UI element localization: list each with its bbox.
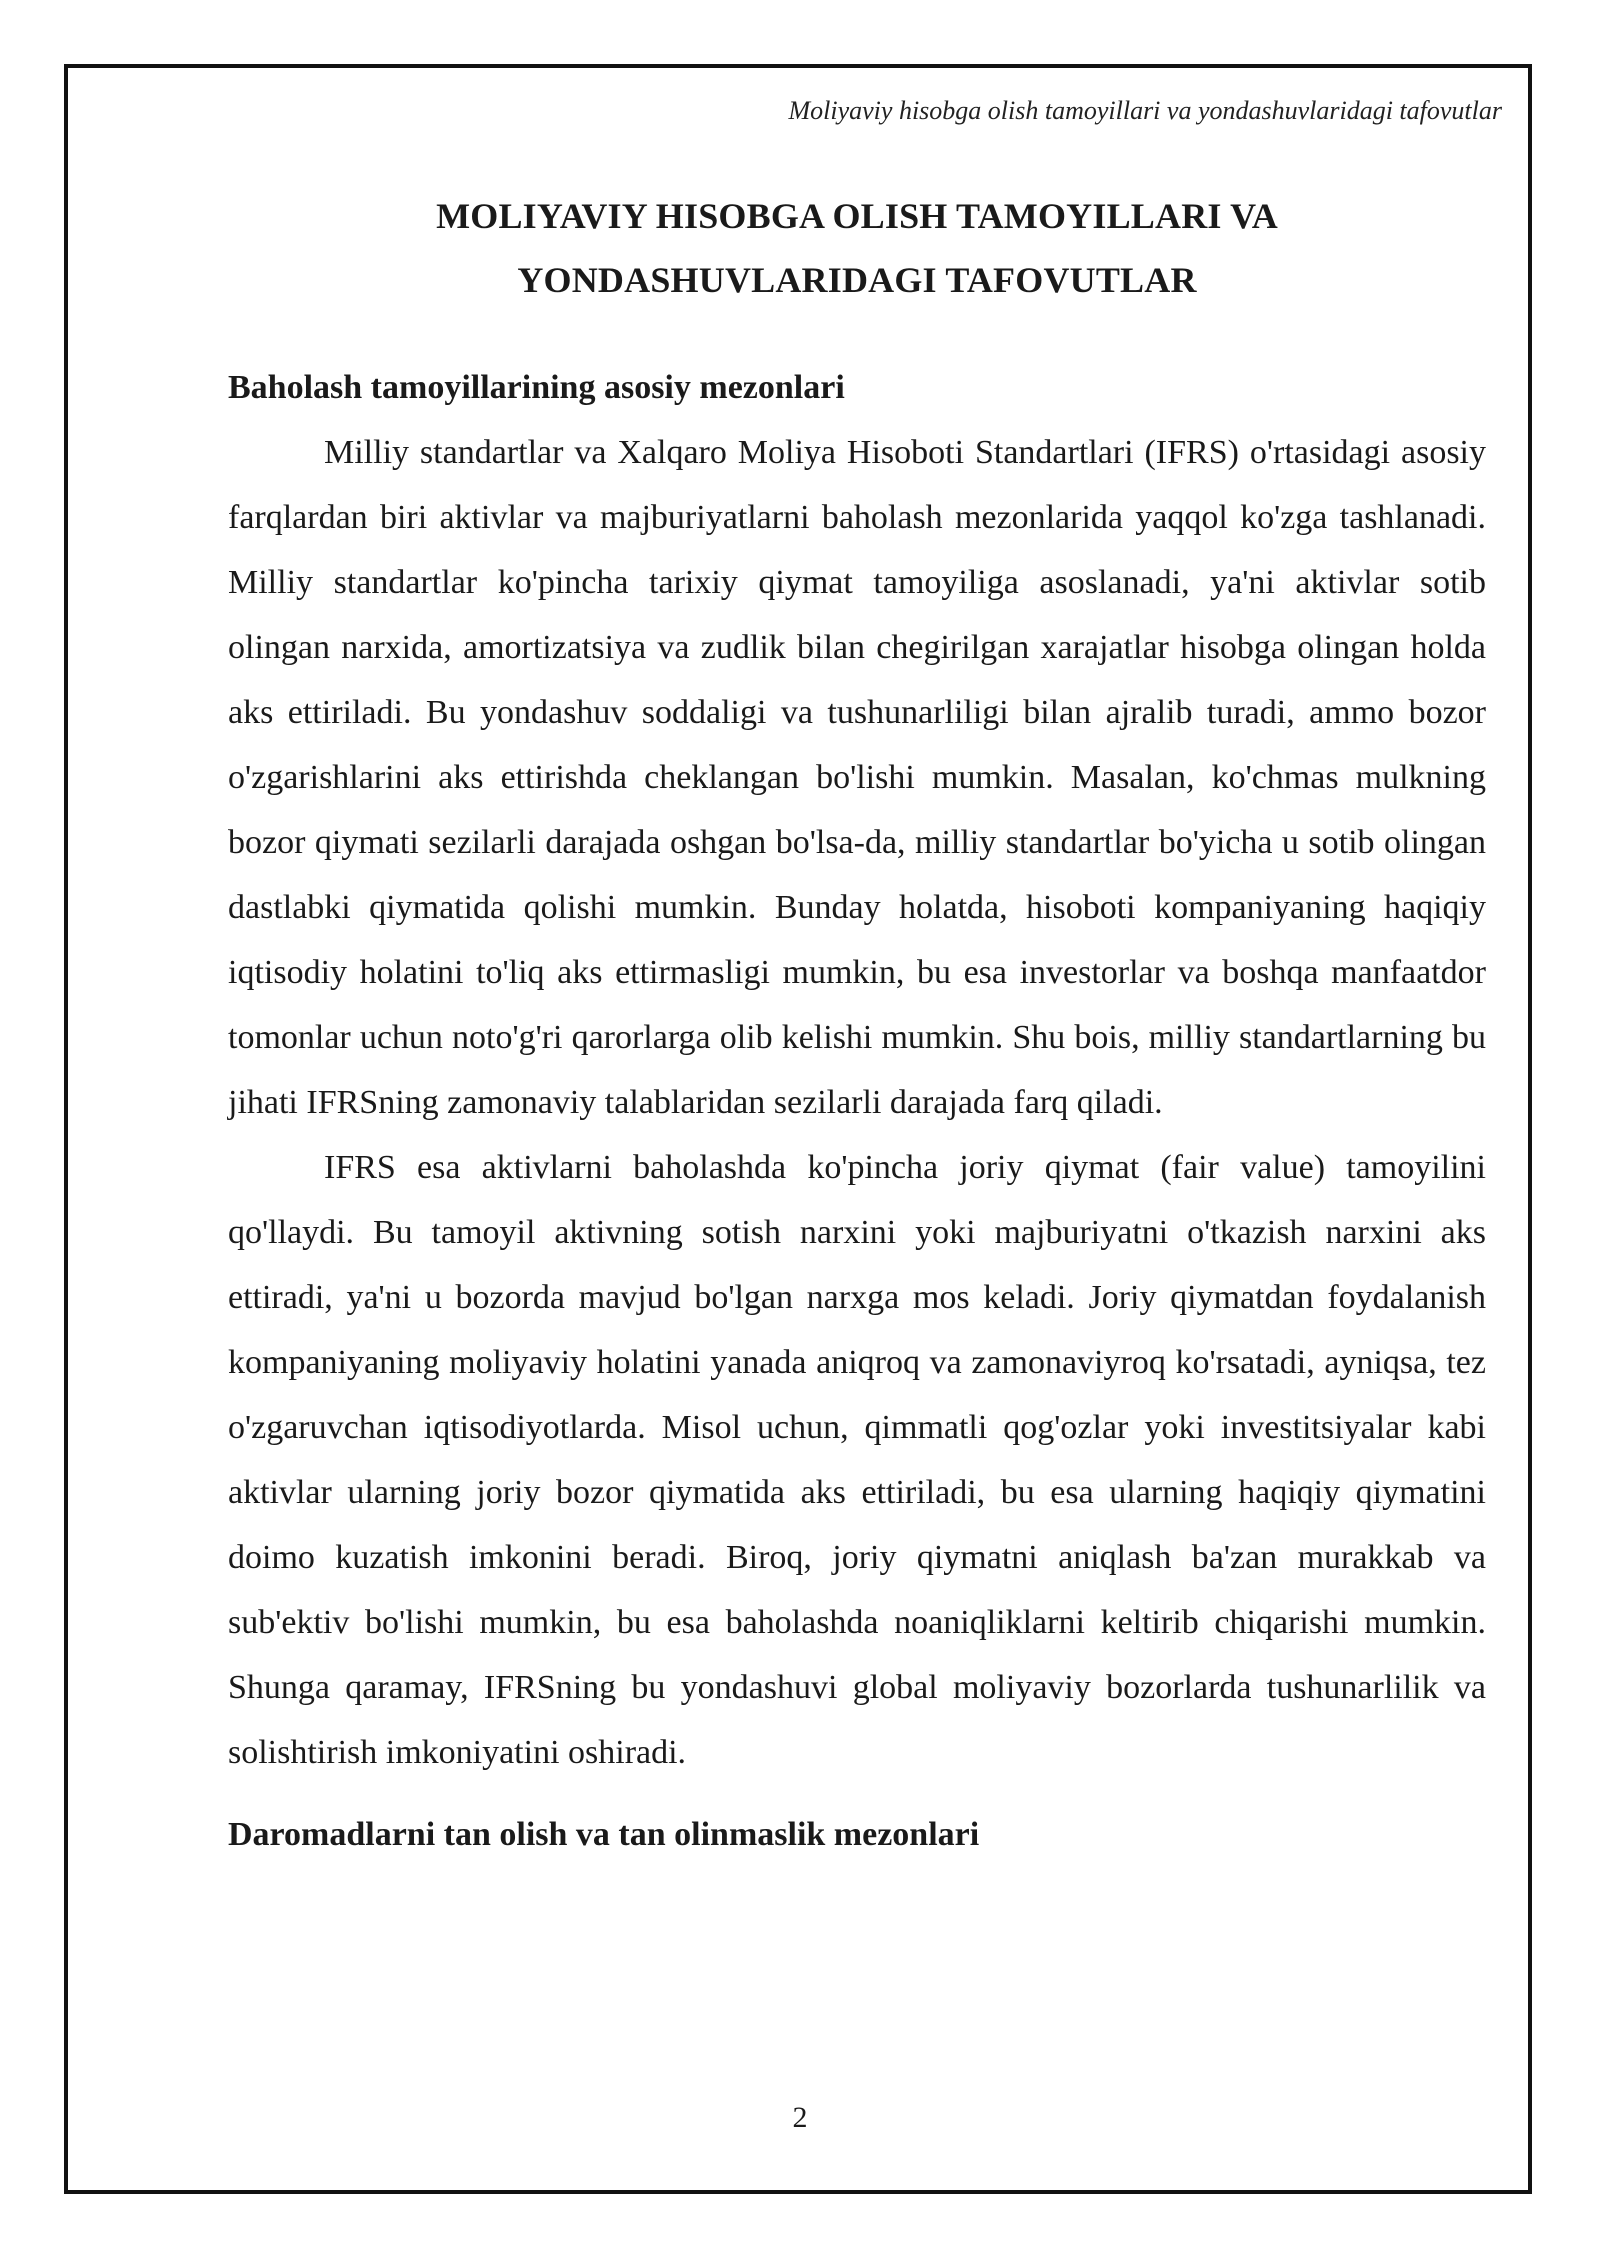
section-heading-valuation: Baholash tamoyillarining asosiy mezonlari [228,369,845,406]
paragraph-national-standards: Milliy standartlar va Xalqaro Moliya Hisoboti Standartlari (IFRS) o'rtasidagi asosiy farqlardan biri aktivlar va majburiyatlarni baholash mezonlarida yaqqol ko'zga tashlanadi. Milliy standartlar ko'pincha tarixiy qiymat tamoyiliga asoslanadi, ya'ni aktivlar sotib olingan narxida, amortizatsiya va zudlik bilan chegirilgan xarajatlar hisobga olingan holda aks ettiriladi. Bu yondashuv soddaligi va tushunarliligi bilan ajralib turadi, ammo bozor o'zgarishlarini aks ettirishda cheklangan bo'lishi mumkin. Masalan, ko'chmas mulkning bozor qiymati sezilarli darajada oshgan bo'lsa-da, milliy standartlar bo'yicha u sotib olingan dastlabki qiymatida qolishi mumkin. Bunday holatda, hisoboti kompaniyaning haqiqiy iqtisodiy holatini to'liq aks ettirmasligi mumkin, bu esa investorlar va boshqa manfaatdor tomonlar uchun noto'g'ri qarorlarga olib kelishi mumkin. Shu bois, milliy standartlarning bu jihati IFRSning zamonaviy talablaridan sezilarli darajada farq qiladi. [228,434,1486,1121]
running-header: Moliyaviy hisobga olish tamoyillari va yondashuvlaridagi tafovutlar [788,96,1502,125]
paragraph-ifrs-fair-value: IFRS esa aktivlarni baholashda ko'pincha joriy qiymat (fair value) tamoyilini qo'llaydi. Bu tamoyil aktivning sotish narxini yoki majburiyatni o'tkazish narxini aks ettiradi, ya'ni u bozorda mavjud bo'lgan narxga mos keladi. Joriy qiymatdan foydalanish kompaniyaning moliyaviy holatini yanada aniqroq va zamonaviyroq ko'rsatadi, ayniqsa, tez o'zgaruvchan iqtisodiyotlarda. Misol uchun, qimmatli qog'ozlar yoki investitsiyalar kabi aktivlar ularning joriy bozor qiymatida aks ettiriladi, bu esa ularning haqiqiy qiymatini doimo kuzatish imkonini beradi. Biroq, joriy qiymatni aniqlash ba'zan murakkab va sub'ektiv bo'lishi mumkin, bu esa baholashda noaniqliklarni keltirib chiqarishi mumkin. Shunga qaramay, IFRSning bu yondashuvi global moliyaviy bozorlarda tushunarlilik va solishtirish imkoniyatini oshiradi. [228,1149,1486,1771]
document-body [228,356,1486,1867]
section-heading-revenue-recognition: Daromadlarni tan olish va tan olinmaslik mezonlari [228,1816,980,1853]
page-number: 2 [792,2101,808,2134]
document-title-line-2: YONDASHUVLARIDAGI TAFOVUTLAR [517,260,1197,300]
document-title-line-1: MOLIYAVIY HISOBGA OLISH TAMOYILLARI VA [436,196,1278,236]
document-title [228,184,1486,312]
